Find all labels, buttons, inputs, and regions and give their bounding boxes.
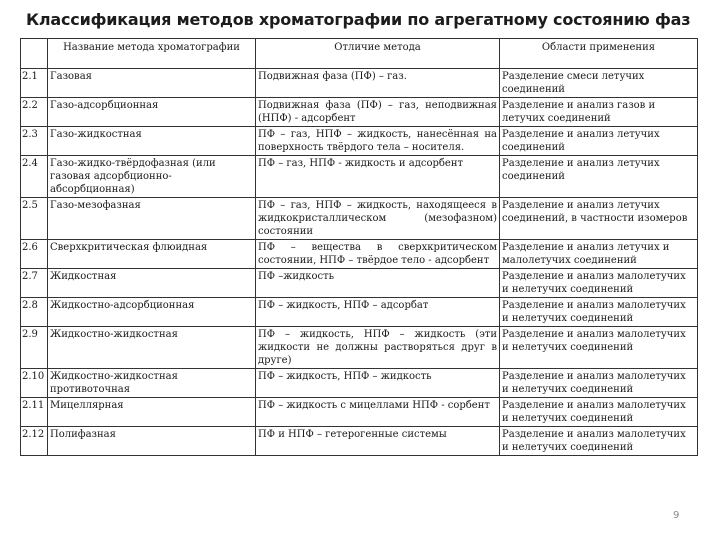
- table-row: [21, 198, 698, 240]
- method-name: Газо-жидко-твёрдофазная (или газовая адсорбционно-абсорбционная): [48, 156, 256, 198]
- method-name: Газо-жидкостная: [48, 127, 256, 156]
- page-title: Классификация методов хроматографии по агрегатному состоянию фаз: [26, 10, 691, 29]
- method-difference: ПФ – жидкость, НПФ – жидкость: [256, 369, 500, 398]
- method-name: Полифазная: [48, 427, 256, 456]
- table-row: [21, 427, 698, 456]
- table-row: [21, 298, 698, 327]
- method-difference: ПФ –жидкость: [256, 269, 500, 298]
- method-applications: Разделение и анализ летучих соединений: [500, 127, 698, 156]
- method-applications: Разделение и анализ малолетучих и нелетучих соединений: [500, 369, 698, 398]
- table-row: [21, 156, 698, 198]
- row-number: 2.6: [21, 240, 48, 269]
- method-name: Мицеллярная: [48, 398, 256, 427]
- page-number: 9: [673, 510, 680, 521]
- method-applications: Разделение и анализ летучих и малолетучих соединений: [500, 240, 698, 269]
- table-row: [21, 98, 698, 127]
- method-difference: ПФ и НПФ – гетерогенные системы: [256, 427, 500, 456]
- method-name: Жидкостно-жидкостная противоточная: [48, 369, 256, 398]
- row-number: 2.9: [21, 327, 48, 369]
- table-row: [21, 127, 698, 156]
- method-applications: Разделение и анализ газов и летучих соединений: [500, 98, 698, 127]
- row-number: 2.8: [21, 298, 48, 327]
- row-number: 2.5: [21, 198, 48, 240]
- method-difference: Подвижная фаза (ПФ) – газ, неподвижная (НПФ) - адсорбент: [256, 98, 500, 127]
- row-number: 2.11: [21, 398, 48, 427]
- method-difference: ПФ – жидкость с мицеллами НПФ - сорбент: [256, 398, 500, 427]
- table-header-row: [21, 39, 698, 69]
- header-method: Название метода хроматографии: [48, 39, 256, 69]
- method-difference: ПФ – вещества в сверхкритическом состоянии, НПФ – твёрдое тело - адсорбент: [256, 240, 500, 269]
- row-number: 2.10: [21, 369, 48, 398]
- method-difference: Подвижная фаза (ПФ) – газ.: [256, 69, 500, 98]
- header-applications: Области применения: [500, 39, 698, 69]
- row-number: 2.2: [21, 98, 48, 127]
- header-difference: Отличие метода: [256, 39, 500, 69]
- row-number: 2.7: [21, 269, 48, 298]
- table-row: [21, 327, 698, 369]
- method-applications: Разделение и анализ малолетучих и нелетучих соединений: [500, 398, 698, 427]
- method-applications: Разделение и анализ малолетучих и нелетучих соединений: [500, 269, 698, 298]
- row-number: 2.3: [21, 127, 48, 156]
- row-number: 2.12: [21, 427, 48, 456]
- method-applications: Разделение и анализ летучих соединений, в частности изомеров: [500, 198, 698, 240]
- method-applications: Разделение и анализ малолетучих и нелетучих соединений: [500, 427, 698, 456]
- method-name: Газовая: [48, 69, 256, 98]
- method-name: Сверхкритическая флюидная: [48, 240, 256, 269]
- method-name: Газо-адсорбционная: [48, 98, 256, 127]
- method-difference: ПФ – газ, НПФ – жидкость, нанесённая на поверхность твёрдого тела – носителя.: [256, 127, 500, 156]
- method-applications: Разделение и анализ летучих соединений: [500, 156, 698, 198]
- method-applications: Разделение смеси летучих соединений: [500, 69, 698, 98]
- method-difference: ПФ – газ, НПФ - жидкость и адсорбент: [256, 156, 500, 198]
- table-row: [21, 369, 698, 398]
- row-number: 2.4: [21, 156, 48, 198]
- method-difference: ПФ – жидкость, НПФ – адсорбат: [256, 298, 500, 327]
- classification-table: [20, 38, 698, 456]
- header-number: [21, 39, 48, 69]
- method-name: Газо-мезофазная: [48, 198, 256, 240]
- table-row: [21, 240, 698, 269]
- table-row: [21, 69, 698, 98]
- method-difference: ПФ – жидкость, НПФ – жидкость (эти жидкости не должны растворяться друг в друге): [256, 327, 500, 369]
- method-name: Жидкостная: [48, 269, 256, 298]
- method-applications: Разделение и анализ малолетучих и нелетучих соединений: [500, 298, 698, 327]
- method-name: Жидкостно-жидкостная: [48, 327, 256, 369]
- method-difference: ПФ – газ, НПФ – жидкость, находящееся в жидкокристаллическом (мезофазном) состоянии: [256, 198, 500, 240]
- row-number: 2.1: [21, 69, 48, 98]
- method-name: Жидкостно-адсорбционная: [48, 298, 256, 327]
- table-row: [21, 269, 698, 298]
- table-row: [21, 398, 698, 427]
- method-applications: Разделение и анализ малолетучих и нелетучих соединений: [500, 327, 698, 369]
